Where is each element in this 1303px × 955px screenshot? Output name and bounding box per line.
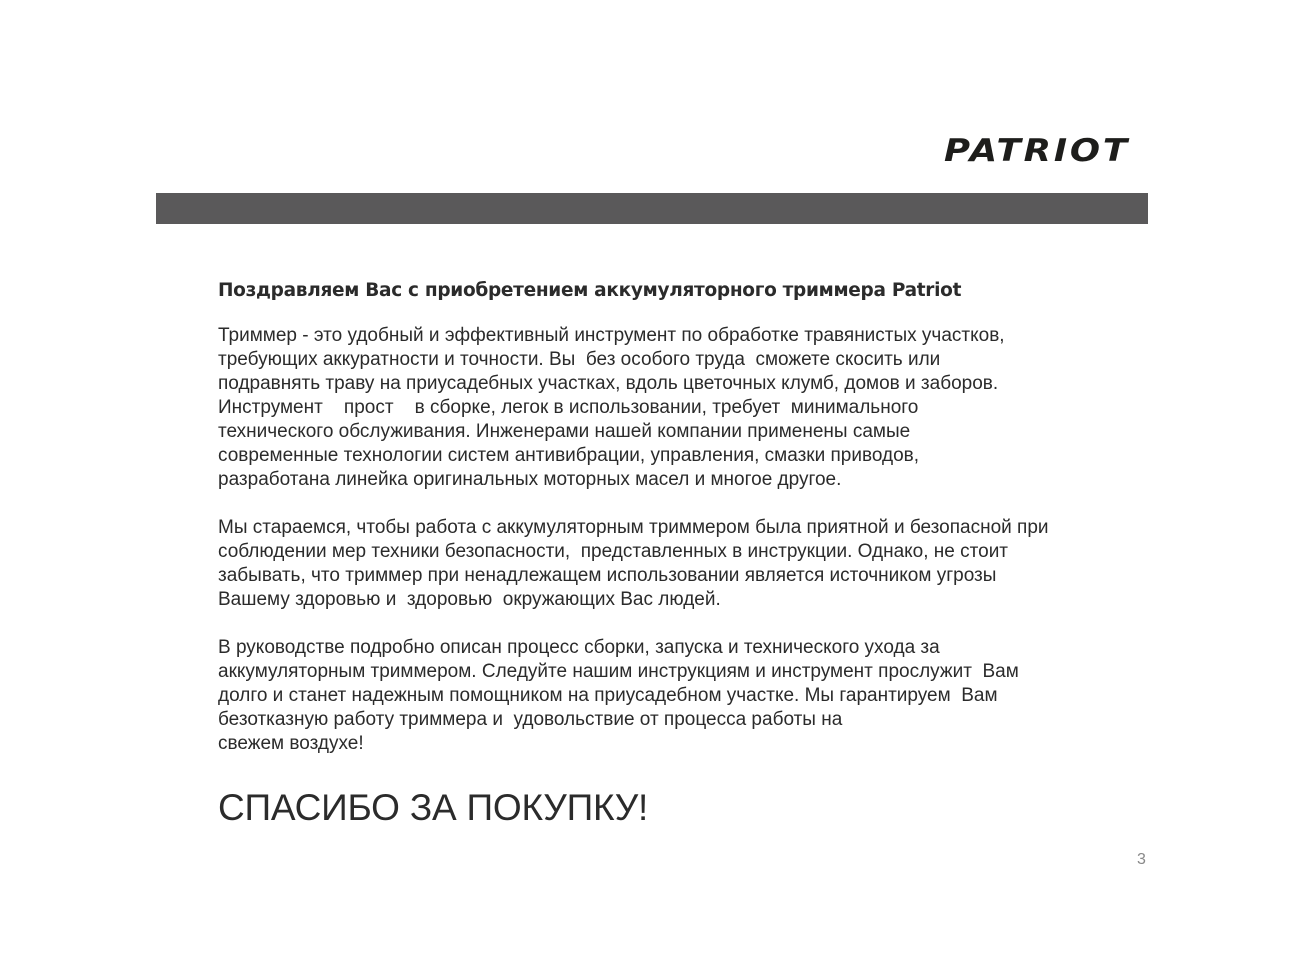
paragraph-intro: [218, 324, 1138, 492]
paragraph-line: свежем воздухе!: [218, 733, 364, 754]
paragraph-line: Триммер - это удобный и эффективный инструмент по обработке травянистых участков,: [218, 325, 1005, 346]
paragraph-line: разработана линейка оригинальных моторных масел и многое другое.: [218, 469, 842, 490]
paragraph-line: долго и станет надежным помощником на приусадебном участке. Мы гарантируем Вам: [218, 685, 998, 706]
paragraph-line: В руководстве подробно описан процесс сборки, запуска и технического ухода за: [218, 637, 940, 658]
paragraph-line: Вашему здоровью и здоровью окружающих Вас людей.: [218, 589, 721, 610]
paragraph-safety: [218, 516, 1138, 612]
paragraph-line: требующих аккуратности и точности. Вы без особого труда сможете скосить или: [218, 349, 941, 370]
paragraph-line: Инструмент прост в сборке, легок в использовании, требует минимального: [218, 397, 919, 418]
document-body: [218, 278, 1138, 780]
paragraph-line: соблюдении мер техники безопасности, представленных в инструкции. Однако, не стоит: [218, 541, 1009, 562]
header-bar: [156, 193, 1148, 224]
paragraph-line: безотказную работу триммера и удовольствие от процесса работы на: [218, 709, 843, 730]
paragraph-line: современные технологии систем антивибрации, управления, смазки приводов,: [218, 445, 920, 466]
thanks-message: СПАСИБО ЗА ПОКУПКУ!: [218, 787, 649, 828]
patriot-logo-graphic: [942, 132, 1132, 166]
document-heading: Поздравляем Вас с приобретением аккумуляторного триммера Patriot: [218, 280, 962, 301]
paragraph-line: Мы стараемся, чтобы работа с аккумуляторным триммером была приятной и безопасной при: [218, 517, 1049, 538]
paragraph-line: забывать, что триммер при ненадлежащем использовании является источником угрозы: [218, 565, 997, 586]
svg-text:PATRIOT: PATRIOT: [944, 133, 1131, 166]
paragraph-line: аккумуляторным триммером. Следуйте нашим инструкциям и инструмент прослужит Вам: [218, 661, 1019, 682]
paragraph-manual: [218, 636, 1138, 756]
page-number: 3: [1137, 851, 1146, 868]
patriot-logo: [942, 132, 1132, 166]
paragraph-line: технического обслуживания. Инженерами нашей компании применены самые: [218, 421, 911, 442]
paragraph-line: подравнять траву на приусадебных участках, вдоль цветочных клумб, домов и заборов.: [218, 373, 999, 394]
